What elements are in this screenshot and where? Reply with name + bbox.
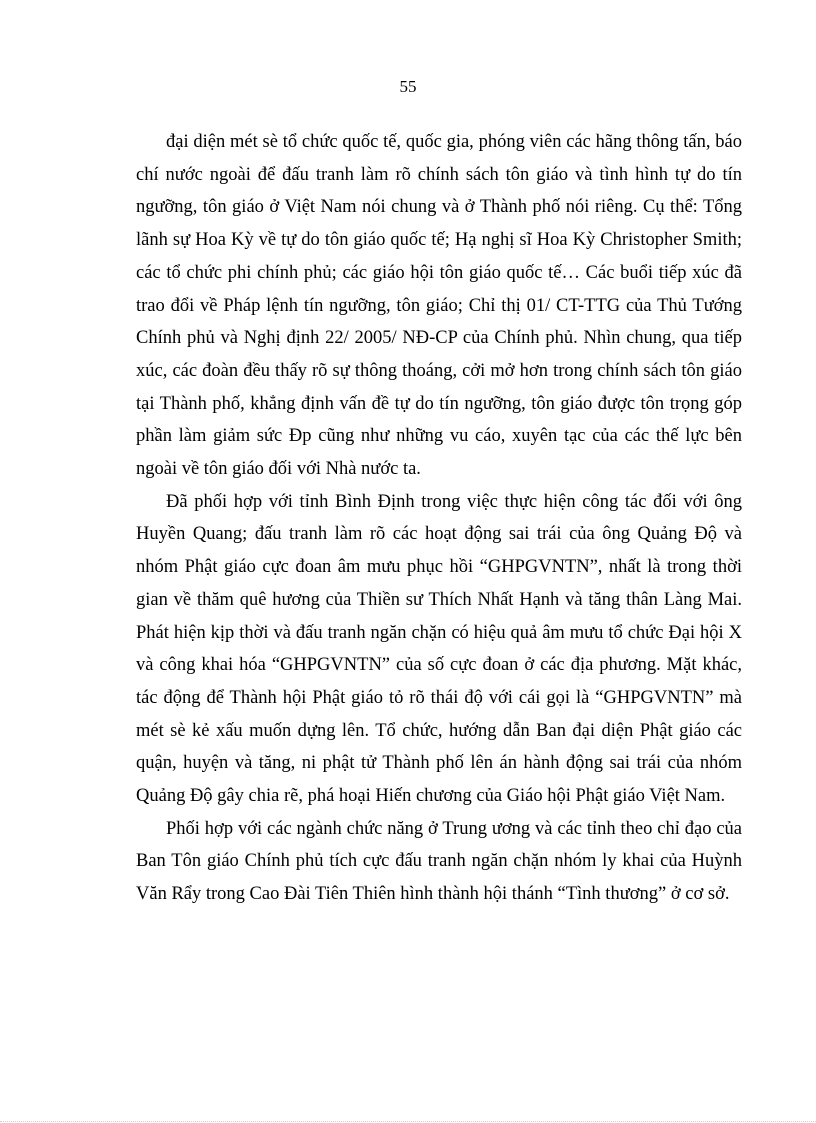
page-number: 55	[399, 77, 417, 96]
paragraph-1: đại diện mét sè tổ chức quốc tế, quốc gia, phóng viên các hãng thông tấn, báo chí nước ngoài để đấu tranh làm rõ chính sách tôn giáo và tình hình tự do tín ngưỡng, tôn giáo ở Việt Nam nói chung và ở Thành phố nói riêng. Cụ thể: Tổng lãnh sự Hoa Kỳ về tự do tôn giáo quốc tế; Hạ nghị sĩ Hoa Kỳ Christopher Smith; các tổ chức phi chính phủ; các giáo hội tôn giáo quốc tế… Các buổi tiếp xúc đã trao đổi về Pháp lệnh tín ngưỡng, tôn giáo; Chỉ thị 01/ CT-TTG của Thủ Tướng Chính phủ và Nghị định 22/ 2005/ NĐ-CP của Chính phủ. Nhìn chung, qua tiếp xúc, các đoàn đều thấy rõ sự thông thoáng, cởi mở hơn trong chính sách tôn giáo tại Thành phố, khẳng định vấn đề tự do tín ngưỡng, tôn giáo được tôn trọng góp phần làm giảm sức Ðp cũng như những vu cáo, xuyên tạc của các thế lực bên ngoài về tôn giáo đối với Nhà nước ta.	[136, 132, 742, 480]
body-text	[136, 126, 742, 911]
paragraph-2: Đã phối hợp với tỉnh Bình Định trong việc thực hiện công tác đối với ông Huyền Quang; đấu tranh làm rõ các hoạt động sai trái của ông Quảng Độ và nhóm Phật giáo cực đoan âm mưu phục hồi “GHPGVNTN”, nhất là trong thời gian về thăm quê hương của Thiền sư Thích Nhất Hạnh và tăng thân Làng Mai. Phát hiện kịp thời và đấu tranh ngăn chặn có hiệu quả âm mưu tổ chức Đại hội X và công khai hóa “GHPGVNTN” của số cực đoan ở các địa phương. Mặt khác, tác động để Thành hội Phật giáo tỏ rõ thái độ với cái gọi là “GHPGVNTN” mà mét sè kẻ xấu muốn dựng lên. Tổ chức, hướng dẫn Ban đại diện Phật giáo các quận, huyện và tăng, ni phật tử Thành phố lên án hành động sai trái của nhóm Quảng Độ gây chia rẽ, phá hoại Hiến chương của Giáo hội Phật giáo Việt Nam.	[136, 491, 742, 807]
page-bottom-border	[0, 1121, 816, 1122]
paragraph-3: Phối hợp với các ngành chức năng ở Trung ương và các tỉnh theo chỉ đạo của Ban Tôn giáo Chính phủ tích cực đấu tranh ngăn chặn nhóm ly khai của Huỳnh Văn Rẩy trong Cao Đài Tiên Thiên hình thành hội thánh “Tình thương” ở cơ sở.	[136, 818, 742, 905]
